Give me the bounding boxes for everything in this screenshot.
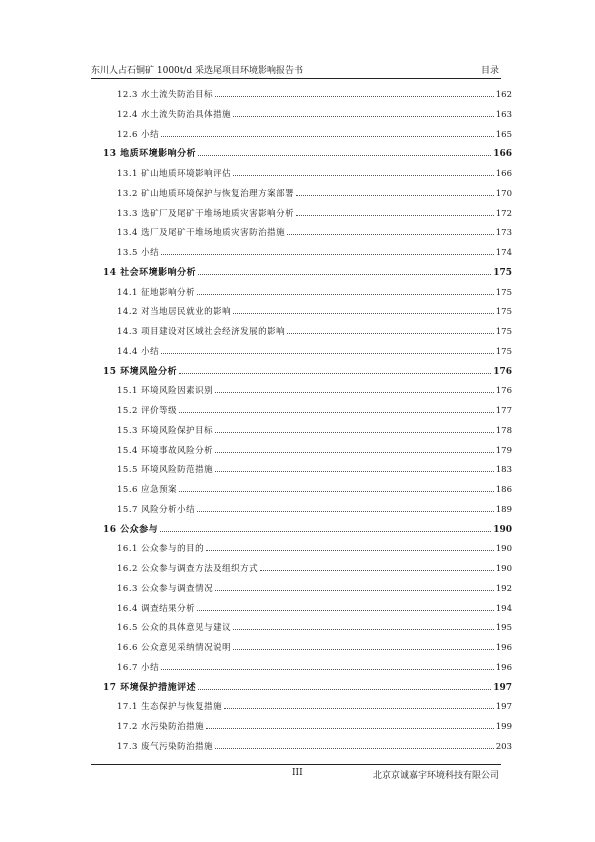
toc-entry-page: 176 (493, 366, 512, 377)
toc-chapter-entry[interactable] (103, 359, 512, 377)
page-footer (91, 768, 501, 782)
toc-entry-label: 17.3 废气污染防治措施 (117, 741, 214, 752)
toc-entry-page: 197 (495, 702, 512, 713)
toc-entry-page: 190 (493, 524, 512, 535)
toc-entry-label: 16.3 公众参与调查情况 (117, 583, 214, 594)
toc-entry[interactable] (103, 102, 512, 120)
toc-entry-page: 175 (493, 267, 512, 278)
header-divider (91, 78, 501, 79)
toc-entry-page: 195 (495, 623, 512, 634)
dot-leader (287, 234, 494, 235)
toc-chapter-entry[interactable] (103, 141, 512, 159)
dot-leader (179, 412, 494, 413)
report-title: 东川人占石铜矿 1000t/d 采选尾项目环境影响报告书 (91, 66, 304, 76)
toc-entry-page: 199 (495, 722, 512, 732)
dot-leader (215, 748, 494, 749)
toc-entry[interactable] (103, 497, 512, 515)
toc-entry[interactable] (103, 181, 512, 199)
toc-entry[interactable] (103, 615, 512, 633)
toc-entry-label: 17 环境保护措施评述 (103, 682, 197, 693)
dot-leader (224, 708, 494, 709)
toc-entry-label: 12.4 水土流失防治具体措施 (117, 109, 232, 120)
toc-entry[interactable] (103, 299, 512, 317)
page-header (91, 60, 501, 76)
toc-entry-label: 16.2 公众参与调查方法及组织方式 (117, 564, 259, 574)
toc-entry-label: 15.1 环境风险因素识别 (117, 386, 214, 397)
toc-entry[interactable] (103, 220, 512, 238)
toc-entry-page: 190 (495, 544, 512, 555)
dot-leader (206, 550, 494, 551)
toc-entry-label: 12.6 小结 (117, 129, 160, 140)
dot-leader (198, 689, 491, 690)
toc-entry-label: 15.3 环境风险保护目标 (117, 425, 214, 436)
toc-entry-page: 189 (495, 504, 512, 515)
toc-entry-page: 166 (495, 169, 512, 179)
toc-chapter-entry[interactable] (103, 675, 512, 693)
toc-entry[interactable] (103, 477, 512, 495)
toc-entry-label: 12.3 水土流失防治目标 (117, 90, 214, 100)
toc-chapter-entry[interactable] (103, 260, 512, 278)
toc-entry-page: 175 (495, 327, 512, 337)
toc-entry[interactable] (103, 556, 512, 574)
toc-entry-page: 192 (495, 583, 512, 594)
dot-leader (215, 392, 494, 393)
toc-entry[interactable] (103, 201, 512, 219)
toc-entry-page: 165 (495, 129, 512, 140)
toc-entry[interactable] (103, 438, 512, 456)
toc-entry[interactable] (103, 122, 512, 140)
toc-entry-page: 197 (493, 682, 512, 693)
dot-leader (179, 491, 494, 492)
toc-entry-page: 176 (495, 386, 512, 397)
toc-entry-page: 175 (495, 307, 512, 318)
toc-entry-label: 17.1 生态保护与恢复措施 (117, 702, 223, 713)
toc-entry-page: 172 (495, 208, 512, 219)
toc-entry-label: 16.7 小结 (117, 662, 160, 673)
toc-entry-label: 13.1 矿山地质环境影响评估 (117, 169, 232, 179)
toc-entry-label: 15.2 评价等级 (117, 406, 178, 416)
toc-entry-label: 16.6 公众意见采纳情况说明 (117, 643, 232, 653)
toc-entry-page: 175 (495, 287, 512, 298)
toc-entry[interactable] (103, 734, 512, 752)
dot-leader (215, 590, 494, 591)
toc-entry-page: 186 (495, 485, 512, 495)
toc-entry[interactable] (103, 418, 512, 436)
toc-entry-label: 13.4 选厂及尾矿干堆场地质灾害防治措施 (117, 228, 286, 239)
toc-entry-label: 14.4 小结 (117, 346, 160, 357)
toc-entry[interactable] (103, 280, 512, 298)
dot-leader (296, 195, 494, 196)
toc-entry-label: 15 环境风险分析 (103, 366, 178, 377)
toc-entry-page: 175 (495, 346, 512, 357)
toc-entry[interactable] (103, 635, 512, 653)
dot-leader (233, 313, 494, 314)
toc-entry-label: 15.4 环境事故风险分析 (117, 445, 214, 456)
footer-divider (91, 764, 501, 765)
dot-leader (197, 294, 494, 295)
toc-entry-page: 194 (495, 603, 512, 614)
dot-leader (233, 649, 494, 650)
toc-entry[interactable] (103, 536, 512, 554)
toc-entry-label: 15.7 风险分析小结 (117, 504, 196, 515)
toc-entry-page: 203 (495, 741, 512, 752)
toc-entry-page: 177 (495, 406, 512, 416)
toc-entry-page: 178 (495, 425, 512, 436)
toc-entry-label: 13.2 矿山地质环境保护与恢复治理方案部署 (117, 188, 295, 199)
dot-leader (160, 531, 491, 532)
dot-leader (233, 116, 494, 117)
toc-entry-page: 173 (495, 228, 512, 239)
dot-leader (198, 274, 491, 275)
toc-entry-page: 179 (495, 445, 512, 456)
dot-leader (287, 333, 494, 334)
dot-leader (215, 452, 494, 453)
toc-entry-label: 14.2 对当地居民就业的影响 (117, 307, 232, 318)
dot-leader (215, 96, 494, 97)
dot-leader (197, 511, 494, 512)
dot-leader (161, 669, 494, 670)
company-name: 北京京诚嘉宇环境科技有限公司 (372, 771, 499, 781)
dot-leader (233, 175, 494, 176)
toc-entry[interactable] (103, 655, 512, 673)
toc-entry-page: 196 (495, 643, 512, 653)
toc-entry-page: 196 (495, 662, 512, 673)
dot-leader (215, 471, 494, 472)
toc-entry-label: 13.5 小结 (117, 248, 160, 258)
dot-leader (161, 353, 494, 354)
toc-chapter-entry[interactable] (103, 517, 512, 535)
toc-entry[interactable] (103, 398, 512, 416)
page-number: III (292, 768, 303, 778)
toc-entry-label: 14.3 项目建设对区域社会经济发展的影响 (117, 327, 286, 337)
toc-entry-page: 170 (495, 188, 512, 199)
toc-entry[interactable] (103, 596, 512, 614)
toc-entry-label: 16.4 调查结果分析 (117, 603, 196, 614)
toc-entry-label: 13 地质环境影响分析 (103, 149, 197, 160)
toc-entry[interactable] (103, 378, 512, 396)
toc-entry-label: 13.3 选矿厂及尾矿干堆场地质灾害影响分析 (117, 208, 295, 219)
toc-entry-label: 16.1 公众参与的目的 (117, 544, 205, 555)
toc-entry[interactable] (103, 319, 512, 337)
toc-entry-label: 15.5 环境风险防范措施 (117, 465, 214, 476)
toc-entry[interactable] (103, 694, 512, 712)
toc-entry-label: 14.1 征地影响分析 (117, 287, 196, 298)
toc-entry-page: 163 (495, 109, 512, 120)
toc-entry-page: 166 (493, 149, 512, 160)
toc-entry-page: 190 (495, 564, 512, 574)
dot-leader (233, 629, 494, 630)
dot-leader (206, 728, 494, 729)
toc-entry[interactable] (103, 457, 512, 475)
toc-entry-label: 14 社会环境影响分析 (103, 267, 197, 278)
toc-entry-label: 16.5 公众的具体意见与建议 (117, 623, 232, 634)
dot-leader (161, 136, 494, 137)
toc-entry-label: 15.6 应急预案 (117, 485, 178, 495)
toc-entry[interactable] (103, 161, 512, 179)
dot-leader (260, 570, 494, 571)
toc-entry-page: 183 (495, 465, 512, 476)
dot-leader (179, 373, 491, 374)
dot-leader (215, 432, 494, 433)
dot-leader (198, 155, 491, 156)
toc-entry[interactable] (103, 240, 512, 258)
toc-entry-page: 162 (495, 90, 512, 100)
section-label: 目录 (480, 66, 499, 76)
toc-entry-label: 17.2 水污染防治措施 (117, 722, 205, 732)
toc-entry[interactable] (103, 339, 512, 357)
toc-entry-page: 174 (495, 248, 512, 258)
toc-entry-label: 16 公众参与 (103, 524, 159, 535)
toc-entry[interactable] (103, 576, 512, 594)
dot-leader (296, 215, 494, 216)
toc-entry[interactable] (103, 714, 512, 732)
toc-entry[interactable] (103, 82, 512, 100)
dot-leader (161, 254, 494, 255)
dot-leader (197, 610, 494, 611)
